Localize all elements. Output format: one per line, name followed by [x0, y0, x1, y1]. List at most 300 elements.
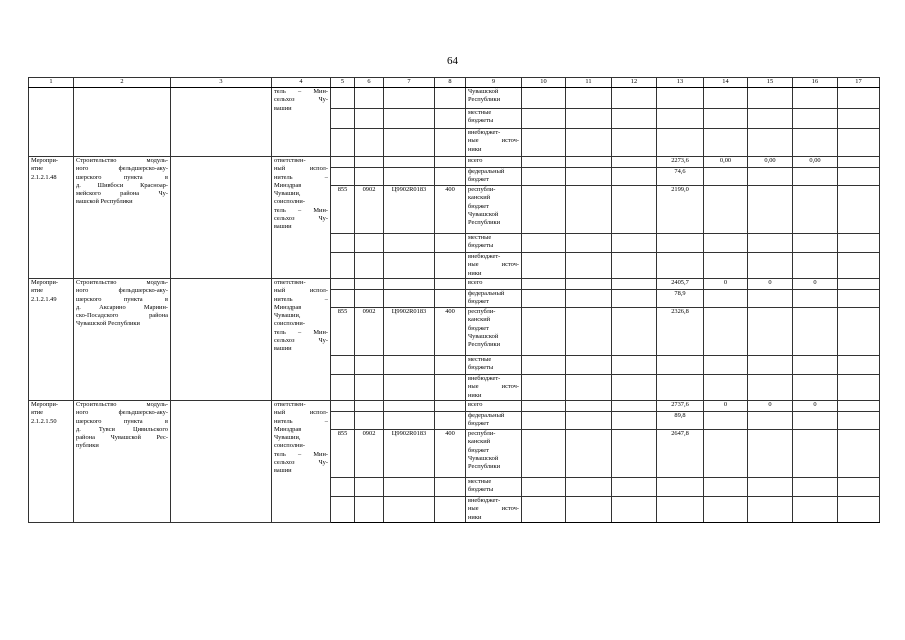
amount-cell-col14	[704, 186, 748, 234]
value-cell-col17	[838, 279, 880, 290]
funding-source-cell-line: внебюджет-	[468, 497, 501, 504]
funding-source-cell-line: Республики	[468, 463, 501, 471]
funding-source-cell-line: ники	[468, 391, 482, 399]
rzpr-cell	[355, 253, 384, 279]
value-cell-col11	[566, 186, 612, 234]
funding-source-cell-line: бюджеты	[468, 364, 494, 372]
vr-cell	[435, 497, 466, 523]
activity-name-cell-line: шерского пункта в	[76, 417, 168, 425]
amount-cell-col14	[704, 253, 748, 279]
funding-source-cell-line: Чувашской	[468, 332, 499, 340]
grbs-cell	[331, 234, 355, 253]
value-cell-col17	[838, 109, 880, 129]
table-row	[29, 157, 880, 168]
value-cell-col10	[522, 109, 566, 129]
value-cell-col12	[612, 186, 657, 234]
activity-name-cell-line: Чувашской Республики	[76, 320, 140, 328]
funding-source-cell-line: ники	[468, 269, 482, 277]
amount-cell-col15	[748, 186, 793, 234]
csr-cell	[384, 401, 435, 412]
amount-cell-col16: 0,00	[793, 157, 838, 168]
activity-executor-cell-line: ответствен-	[274, 157, 306, 164]
activity-executor-cell-line: вашии	[274, 223, 292, 231]
activity-name-cell-line: д. Шивбоси Красноар-	[76, 181, 168, 189]
value-cell-col12	[612, 478, 657, 497]
amount-cell-col16: 0	[793, 401, 838, 412]
funding-source-cell	[466, 157, 522, 168]
cont-executor-cell-line: тель – Мин-	[274, 88, 328, 95]
csr-cell	[384, 157, 435, 168]
amount-cell-col15: 0	[748, 279, 793, 290]
activity-executor-cell-line: тель – Мин-	[274, 328, 328, 336]
funding-source-cell	[466, 356, 522, 375]
table-row	[29, 401, 880, 412]
activity-code-cell-line: 2.1.2.1.49	[31, 295, 57, 303]
value-cell-col11	[566, 168, 612, 186]
rzpr-cell	[355, 157, 384, 168]
amount-cell-col16	[793, 168, 838, 186]
grbs-cell	[331, 356, 355, 375]
amount-cell-col13	[657, 253, 704, 279]
activity-col3-cell	[171, 401, 272, 523]
vr-cell	[435, 401, 466, 412]
table-body	[29, 88, 880, 523]
funding-source-cell	[466, 186, 522, 234]
value-cell-col17	[838, 157, 880, 168]
value-cell-col15	[748, 109, 793, 129]
vr-cell: 400	[435, 308, 466, 356]
funding-source-cell-line: бюджет	[468, 298, 489, 306]
activity-name-cell-line: Строительство модуль-	[76, 157, 168, 164]
amount-cell-col14	[704, 168, 748, 186]
activity-code-cell-line: 2.1.2.1.50	[31, 417, 57, 425]
vr-cell	[435, 478, 466, 497]
amount-cell-col15: 0	[748, 401, 793, 412]
value-cell-col14	[704, 109, 748, 129]
csr-cell	[384, 356, 435, 375]
rzpr-cell	[355, 109, 384, 129]
value-cell-col11	[566, 157, 612, 168]
csr-cell	[384, 234, 435, 253]
funding-source-cell	[466, 168, 522, 186]
amount-cell-col15	[748, 478, 793, 497]
activity-name-cell-line: д. Аксарино Мариин-	[76, 303, 168, 311]
grbs-cell	[331, 88, 355, 109]
grbs-cell: 855	[331, 308, 355, 356]
amount-cell-col16	[793, 308, 838, 356]
value-cell-col14	[704, 129, 748, 157]
csr-cell	[384, 279, 435, 290]
amount-cell-col14: 0	[704, 401, 748, 412]
amount-cell-col16	[793, 430, 838, 478]
value-cell-col11	[566, 412, 612, 430]
activity-executor-cell-line: соисполни-	[274, 198, 305, 206]
vr-cell	[435, 168, 466, 186]
value-cell-col13	[657, 129, 704, 157]
value-cell-col10	[522, 308, 566, 356]
value-cell-col17	[838, 478, 880, 497]
amount-cell-col14	[704, 497, 748, 523]
value-cell-col12	[612, 88, 657, 109]
funding-source-cell-line: Чувашской	[468, 454, 499, 462]
value-cell-col16	[793, 129, 838, 157]
amount-cell-col13	[657, 234, 704, 253]
vr-cell: 400	[435, 186, 466, 234]
grbs-cell	[331, 253, 355, 279]
csr-cell	[384, 497, 435, 523]
value-cell-col13	[657, 109, 704, 129]
activity-code-cell-line: Меропри-	[31, 401, 58, 408]
activity-executor-cell-line: Чувашии,	[274, 190, 301, 198]
vr-cell	[435, 109, 466, 129]
value-cell-col15	[748, 88, 793, 109]
funding-source-cell-line: Чувашской	[468, 210, 499, 218]
value-cell-col12	[612, 279, 657, 290]
value-cell-col10	[522, 401, 566, 412]
value-cell-col11	[566, 356, 612, 375]
funding-source-cell	[466, 129, 522, 157]
funding-source-cell	[466, 308, 522, 356]
rzpr-cell	[355, 234, 384, 253]
amount-cell-col14: 0	[704, 279, 748, 290]
rzpr-cell: 0902	[355, 308, 384, 356]
funding-source-cell-line: всего	[468, 401, 483, 408]
value-cell-col12	[612, 401, 657, 412]
csr-cell	[384, 478, 435, 497]
activity-name-cell-line: ного фельдшерско-аку-	[76, 409, 168, 417]
value-cell-col17	[838, 234, 880, 253]
activity-executor-cell-line: Чувашии,	[274, 312, 301, 320]
activity-executor-cell-line: Минздрав	[274, 181, 302, 189]
funding-source-cell-line: ники	[468, 513, 482, 521]
activity-code-cell	[29, 401, 74, 523]
activity-executor-cell-line: вашии	[274, 467, 292, 475]
value-cell-col10	[522, 129, 566, 157]
activity-name-cell	[74, 401, 171, 523]
funding-source-cell-line: республи-	[468, 186, 496, 193]
funding-source-cell-line: Республики	[468, 341, 501, 349]
vr-cell	[435, 375, 466, 401]
value-cell-col11	[566, 279, 612, 290]
amount-cell-col16: 0	[793, 279, 838, 290]
funding-source-cell	[466, 478, 522, 497]
activity-executor-cell-line: нитель –	[274, 417, 328, 425]
activity-executor-cell-line: сельхоз Чу-	[274, 215, 328, 223]
amount-cell-col16	[793, 234, 838, 253]
value-cell-col12	[612, 109, 657, 129]
funding-source-cell	[466, 375, 522, 401]
funding-source-cell-line: Чувашской	[468, 88, 499, 95]
rzpr-cell	[355, 279, 384, 290]
value-cell-col11	[566, 290, 612, 308]
grbs-cell	[331, 401, 355, 412]
amount-cell-col15	[748, 430, 793, 478]
funding-source-cell-line: бюджеты	[468, 242, 494, 250]
amount-cell-col15	[748, 253, 793, 279]
funding-source-cell	[466, 88, 522, 109]
column-header-12: 12	[612, 78, 657, 88]
amount-cell-col15	[748, 356, 793, 375]
value-cell-col10	[522, 186, 566, 234]
value-cell-col17	[838, 401, 880, 412]
amount-cell-col15	[748, 308, 793, 356]
column-header-6: 6	[355, 78, 384, 88]
value-cell-col17	[838, 356, 880, 375]
funding-source-cell-line: внебюджет-	[468, 253, 501, 260]
csr-cell	[384, 168, 435, 186]
amount-cell-col16	[793, 375, 838, 401]
activity-executor-cell-line: соисполни-	[274, 442, 305, 450]
vr-cell	[435, 157, 466, 168]
grbs-cell	[331, 478, 355, 497]
value-cell-col11	[566, 375, 612, 401]
amount-cell-col16	[793, 356, 838, 375]
funding-source-cell-line: канский	[468, 438, 491, 446]
funding-source-cell-line: ные источ-	[468, 505, 519, 513]
amount-cell-col13	[657, 356, 704, 375]
value-cell-col17	[838, 129, 880, 157]
column-header-9: 9	[466, 78, 522, 88]
column-header-7: 7	[384, 78, 435, 88]
csr-cell	[384, 109, 435, 129]
amount-cell-col14	[704, 375, 748, 401]
amount-cell-col13: 89,8	[657, 412, 704, 430]
funding-source-cell	[466, 234, 522, 253]
funding-source-cell-line: ные источ-	[468, 137, 519, 145]
value-cell-col10	[522, 430, 566, 478]
activity-code-cell	[29, 279, 74, 401]
funding-source-cell	[466, 430, 522, 478]
column-number-row	[29, 78, 880, 88]
column-header-8: 8	[435, 78, 466, 88]
funding-source-cell	[466, 497, 522, 523]
value-cell-col12	[612, 157, 657, 168]
value-cell-col16	[793, 109, 838, 129]
funding-source-cell-line: Республики	[468, 96, 501, 104]
budget-table	[28, 77, 880, 523]
value-cell-col11	[566, 430, 612, 478]
funding-source-cell	[466, 279, 522, 290]
value-cell-col10	[522, 279, 566, 290]
grbs-cell	[331, 412, 355, 430]
activity-executor-cell-line: вашии	[274, 345, 292, 353]
funding-source-cell-line: всего	[468, 279, 483, 286]
vr-cell	[435, 253, 466, 279]
column-header-4: 4	[272, 78, 331, 88]
funding-source-cell-line: местные	[468, 478, 492, 485]
activity-col3-cell	[171, 157, 272, 279]
column-header-17: 17	[838, 78, 880, 88]
csr-cell	[384, 412, 435, 430]
funding-source-cell-line: ники	[468, 145, 482, 153]
funding-source-cell-line: канский	[468, 316, 491, 324]
amount-cell-col16	[793, 497, 838, 523]
activity-code-cell-line: Меропри-	[31, 157, 58, 164]
value-cell-col11	[566, 308, 612, 356]
value-cell-col10	[522, 497, 566, 523]
csr-cell	[384, 88, 435, 109]
activity-name-cell-line: ного фельдшерско-аку-	[76, 165, 168, 173]
activity-executor-cell-line: Минздрав	[274, 425, 302, 433]
activity-code-cell-line: ятие	[31, 287, 43, 295]
value-cell-col17	[838, 375, 880, 401]
amount-cell-col15	[748, 290, 793, 308]
amount-cell-col13: 2326,8	[657, 308, 704, 356]
value-cell-col14	[704, 88, 748, 109]
rzpr-cell: 0902	[355, 186, 384, 234]
value-cell-col12	[612, 497, 657, 523]
funding-source-cell-line: республи-	[468, 308, 496, 315]
value-cell-col12	[612, 234, 657, 253]
vr-cell	[435, 234, 466, 253]
value-cell-col10	[522, 234, 566, 253]
funding-source-cell-line: бюджеты	[468, 486, 494, 494]
funding-source-cell-line: всего	[468, 157, 483, 164]
funding-source-cell-line: внебюджет-	[468, 375, 501, 382]
column-header-13: 13	[657, 78, 704, 88]
value-cell-col12	[612, 168, 657, 186]
funding-source-cell-line: Республики	[468, 219, 501, 227]
value-cell-col10	[522, 157, 566, 168]
rzpr-cell	[355, 168, 384, 186]
activity-executor-cell-line: сельхоз Чу-	[274, 459, 328, 467]
amount-cell-col14: 0,00	[704, 157, 748, 168]
value-cell-col10	[522, 88, 566, 109]
value-cell-col10	[522, 412, 566, 430]
activity-name-cell-line: публики	[76, 442, 99, 450]
amount-cell-col16	[793, 290, 838, 308]
funding-source-cell-line: бюджет	[468, 324, 489, 332]
rzpr-cell	[355, 375, 384, 401]
value-cell-col12	[612, 308, 657, 356]
cont-code-cell	[29, 88, 74, 157]
rzpr-cell	[355, 88, 384, 109]
activity-code-cell-line: ятие	[31, 165, 43, 173]
funding-source-cell	[466, 253, 522, 279]
grbs-cell	[331, 109, 355, 129]
amount-cell-col14	[704, 478, 748, 497]
rzpr-cell	[355, 129, 384, 157]
vr-cell	[435, 356, 466, 375]
activity-name-cell-line: ного фельдшерско-аку-	[76, 287, 168, 295]
csr-cell: Ц9902R0183	[384, 186, 435, 234]
activity-executor-cell-line: тель – Мин-	[274, 450, 328, 458]
value-cell-col15	[748, 129, 793, 157]
funding-source-cell-line: ные источ-	[468, 261, 519, 269]
csr-cell	[384, 290, 435, 308]
value-cell-col12	[612, 412, 657, 430]
amount-cell-col14	[704, 430, 748, 478]
vr-cell	[435, 290, 466, 308]
value-cell-col16	[793, 88, 838, 109]
vr-cell	[435, 88, 466, 109]
cont-name-cell	[74, 88, 171, 157]
funding-source-cell	[466, 290, 522, 308]
funding-source-cell	[466, 401, 522, 412]
value-cell-col10	[522, 290, 566, 308]
activity-name-cell-line: Строительство модуль-	[76, 401, 168, 408]
rzpr-cell	[355, 497, 384, 523]
grbs-cell	[331, 129, 355, 157]
amount-cell-col16	[793, 253, 838, 279]
funding-source-cell-line: бюджет	[468, 420, 489, 428]
column-header-14: 14	[704, 78, 748, 88]
activity-executor-cell	[272, 401, 331, 523]
grbs-cell	[331, 375, 355, 401]
funding-source-cell	[466, 412, 522, 430]
value-cell-col17	[838, 430, 880, 478]
funding-source-cell	[466, 109, 522, 129]
value-cell-col11	[566, 497, 612, 523]
column-header-1: 1	[29, 78, 74, 88]
vr-cell	[435, 412, 466, 430]
funding-source-cell-line: ные источ-	[468, 383, 519, 391]
funding-source-cell-line: федеральный	[468, 168, 505, 175]
activity-name-cell-line: шерского пункта в	[76, 173, 168, 181]
funding-source-cell-line: бюджет	[468, 202, 489, 210]
column-header-2: 2	[74, 78, 171, 88]
activity-name-cell	[74, 279, 171, 401]
table-row	[29, 279, 880, 290]
rzpr-cell	[355, 401, 384, 412]
csr-cell	[384, 129, 435, 157]
activity-executor-cell	[272, 279, 331, 401]
funding-source-cell-line: федеральный	[468, 290, 505, 297]
cont-executor-cell	[272, 88, 331, 157]
value-cell-col12	[612, 253, 657, 279]
grbs-cell: 855	[331, 186, 355, 234]
amount-cell-col13	[657, 478, 704, 497]
grbs-cell	[331, 168, 355, 186]
amount-cell-col16	[793, 478, 838, 497]
amount-cell-col13: 2273,6	[657, 157, 704, 168]
rzpr-cell	[355, 290, 384, 308]
amount-cell-col15	[748, 375, 793, 401]
value-cell-col17	[838, 186, 880, 234]
cont-executor-cell-line: вашии	[274, 104, 292, 112]
activity-executor-cell-line: ный испол-	[274, 165, 328, 173]
amount-cell-col13	[657, 375, 704, 401]
value-cell-col17	[838, 308, 880, 356]
page-number: 64	[447, 55, 458, 67]
value-cell-col11	[566, 234, 612, 253]
amount-cell-col13: 2647,8	[657, 430, 704, 478]
column-header-16: 16	[793, 78, 838, 88]
funding-source-cell-line: бюджет	[468, 446, 489, 454]
value-cell-col10	[522, 356, 566, 375]
value-cell-col10	[522, 375, 566, 401]
value-cell-col17	[838, 290, 880, 308]
activity-executor-cell-line: нитель –	[274, 295, 328, 303]
column-header-5: 5	[331, 78, 355, 88]
funding-source-cell-line: местные	[468, 356, 492, 363]
amount-cell-col16	[793, 412, 838, 430]
column-header-11: 11	[566, 78, 612, 88]
activity-code-cell-line: 2.1.2.1.48	[31, 173, 57, 181]
value-cell-col11	[566, 478, 612, 497]
value-cell-col17	[838, 88, 880, 109]
value-cell-col11	[566, 88, 612, 109]
activity-name-cell-line: района Чувашской Рес-	[76, 434, 168, 442]
value-cell-col12	[612, 129, 657, 157]
activity-executor-cell-line: тель – Мин-	[274, 206, 328, 214]
value-cell-col11	[566, 253, 612, 279]
table-row	[29, 88, 880, 109]
activity-executor-cell-line: ответствен-	[274, 401, 306, 408]
value-cell-col10	[522, 478, 566, 497]
activity-executor-cell-line: ответствен-	[274, 279, 306, 286]
value-cell-col11	[566, 401, 612, 412]
